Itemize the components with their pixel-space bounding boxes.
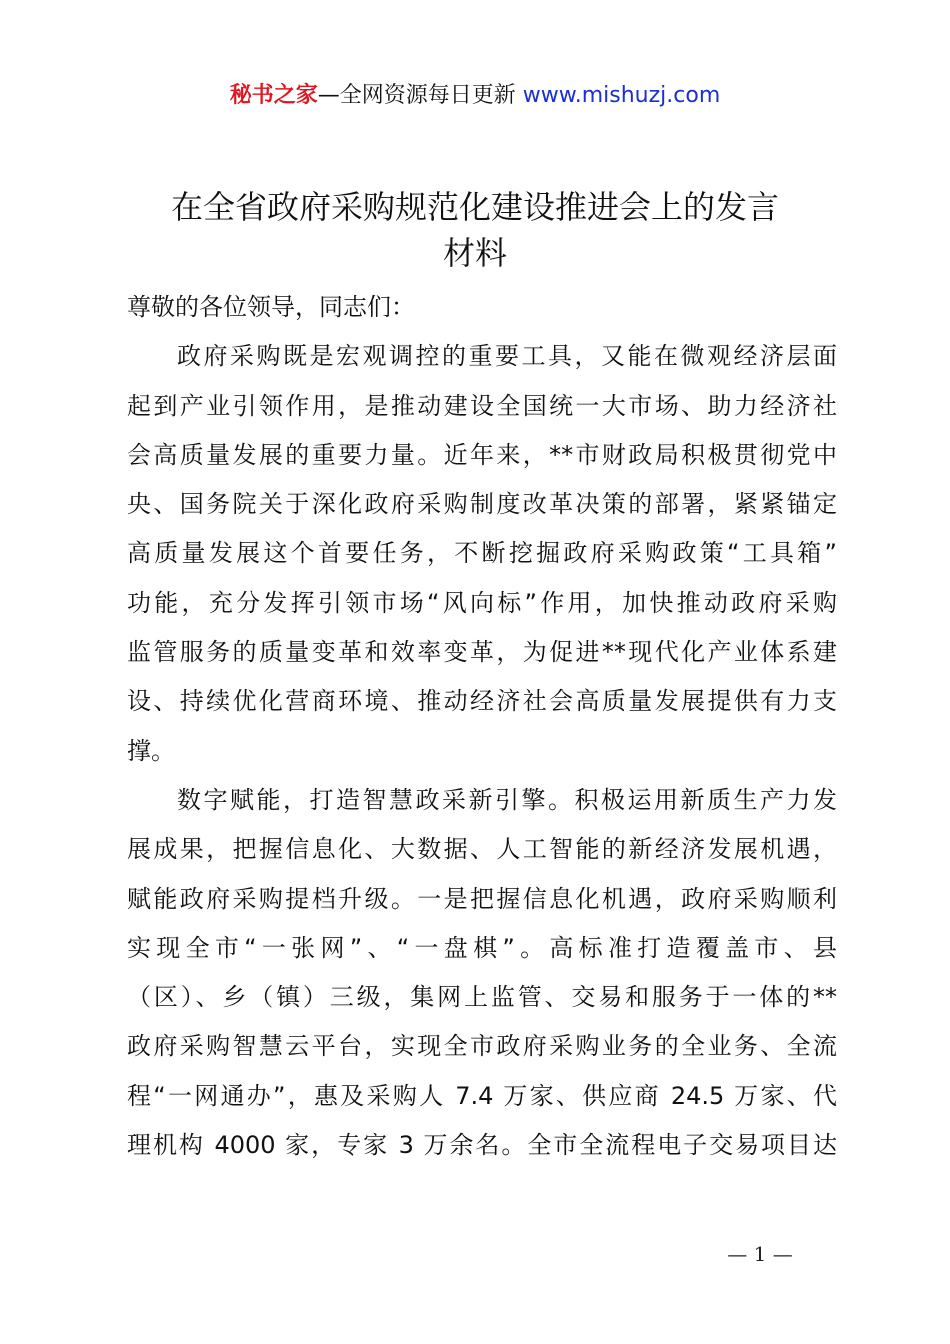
paragraph [127, 776, 837, 1170]
text-line: 会高质量发展的重要力量。近年来，**市财政局积极贯彻党中 [127, 440, 837, 469]
brand-name: 秘书之家 [229, 83, 318, 108]
text-line: 赋能政府采购提档升级。一是把握信息化机遇，政府采购顺利 [127, 884, 837, 913]
document-title [0, 184, 950, 276]
document-body [127, 283, 837, 1170]
title-line-2: 材料 [442, 234, 507, 272]
text-line: 功能，充分发挥引领市场“风向标”作用，加快推动政府采购 [127, 588, 837, 617]
site-header [0, 80, 950, 112]
text-line: 起到产业引领作用，是推动建设全国统一大市场、助力经济社 [127, 391, 837, 420]
text-line: 程“一网通办”，惠及采购人 7.4 万家、供应商 24.5 万家、代 [127, 1081, 837, 1110]
header-tagline: —全网资源每日更新 [317, 83, 523, 108]
paragraph [127, 332, 837, 776]
text-line: 实现全市“一张网”、“一盘棋”。高标准打造覆盖市、县 [127, 933, 837, 962]
page-number: — 1 — [727, 1242, 793, 1266]
text-line: （区）、乡（镇）三级，集网上监管、交易和服务于一体的** [127, 983, 837, 1012]
text-line: 设、持续优化营商环境、推动经济社会高质量发展提供有力支 [127, 687, 837, 716]
salutation: 尊敬的各位领导，同志们： [127, 293, 415, 321]
text-line: 数字赋能，打造智慧政采新引擎。积极运用新质生产力发 [177, 785, 837, 814]
text-line: 撑。 [127, 736, 175, 765]
title-line-1: 在全省政府采购规范化建设推进会上的发言 [170, 188, 779, 226]
text-line: 政府采购智慧云平台，实现全市政府采购业务的全业务、全流 [127, 1032, 837, 1061]
text-line: 高质量发展这个首要任务，不断挖掘政府采购政策“工具箱” [127, 539, 837, 568]
text-line: 展成果，把握信息化、大数据、人工智能的新经济发展机遇， [127, 835, 837, 864]
text-line: 央、国务院关于深化政府采购制度改革决策的部署，紧紧锚定 [127, 490, 837, 519]
text-line: 政府采购既是宏观调控的重要工具，又能在微观经济层面 [177, 342, 837, 371]
site-url-link[interactable]: www.mishuzj.com [522, 83, 721, 108]
text-line: 理机构 4000 家，专家 3 万余名。全市全流程电子交易项目达 [127, 1131, 837, 1160]
text-line: 监管服务的质量变革和效率变革，为促进**现代化产业体系建 [127, 638, 837, 667]
